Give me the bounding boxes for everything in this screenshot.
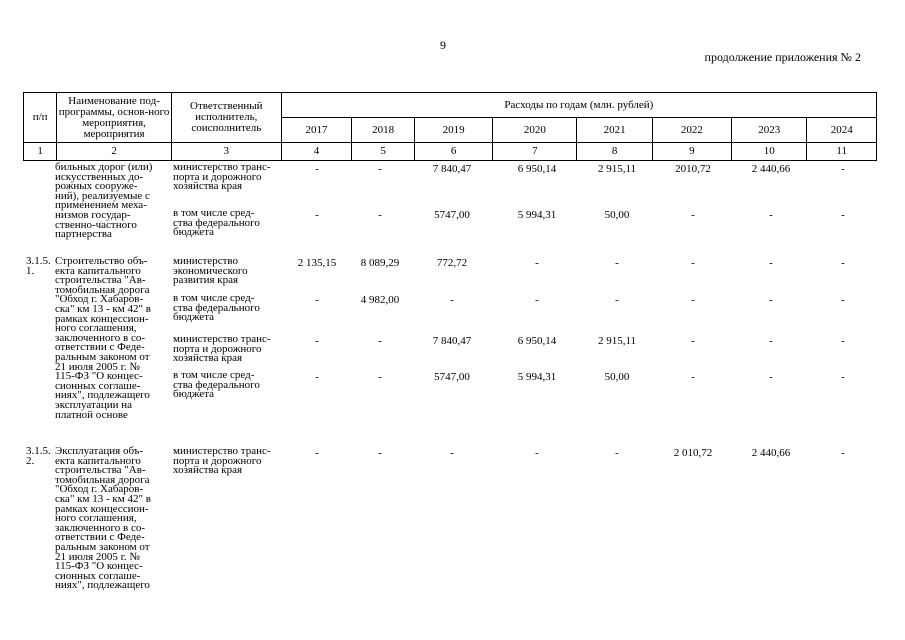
page-number: 9 bbox=[440, 38, 446, 52]
expense-value: 5747,00 bbox=[434, 371, 470, 383]
expense-value: - bbox=[841, 163, 845, 175]
expense-value: - bbox=[841, 209, 845, 221]
header-name: Наименование под-программы, основ-ного мероприятия, мероприятия bbox=[57, 93, 172, 143]
header-year: 2023 bbox=[732, 118, 807, 143]
expense-value: 4 982,00 bbox=[360, 294, 400, 306]
responsible-party: министерство экономического развития края bbox=[173, 255, 248, 287]
expense-value: 7 840,47 bbox=[432, 335, 472, 347]
expense-value: - bbox=[615, 257, 619, 269]
expense-value: 2 135,15 bbox=[297, 257, 337, 269]
expense-value: 2 915,11 bbox=[597, 163, 637, 175]
expense-value: - bbox=[691, 335, 695, 347]
expense-value: - bbox=[615, 447, 619, 459]
expense-value: 50,00 bbox=[604, 371, 630, 383]
table-header bbox=[23, 92, 877, 161]
expense-value: 5747,00 bbox=[434, 209, 470, 221]
header-col-number: 11 bbox=[807, 143, 877, 161]
header-year: 2022 bbox=[652, 118, 731, 143]
responsible-party: министерство транс- порта и дорожного хозяйства края bbox=[173, 445, 271, 477]
responsible-party: в том числе сред- ства федерального бюджета bbox=[173, 369, 260, 401]
expense-value: - bbox=[691, 294, 695, 306]
expense-value: - bbox=[769, 335, 773, 347]
header-col-number: 1 bbox=[24, 143, 57, 161]
expense-value: - bbox=[378, 371, 382, 383]
expense-value: 5 994,31 bbox=[517, 209, 557, 221]
expense-value: - bbox=[535, 447, 539, 459]
expense-value: - bbox=[315, 209, 319, 221]
responsible-party: в том числе сред- ства федерального бюджета bbox=[173, 207, 260, 239]
expense-value: 6 950,14 bbox=[517, 163, 557, 175]
expense-value: - bbox=[691, 209, 695, 221]
responsible-party: в том числе сред- ства федерального бюджета bbox=[173, 292, 260, 324]
header-col-number: 10 bbox=[732, 143, 807, 161]
expense-value: - bbox=[841, 371, 845, 383]
expense-value: 2 440,66 bbox=[751, 447, 791, 459]
header-col-number: 8 bbox=[577, 143, 652, 161]
header-col-number: 5 bbox=[352, 143, 415, 161]
header-col-number: 6 bbox=[415, 143, 493, 161]
expense-value: - bbox=[769, 371, 773, 383]
activity-name: бильных дорог (или) искусственных до- рожных сооруже- ний), реализуемые с применением меха- низмов государ- ственно-частного партнерства bbox=[55, 161, 153, 241]
expense-value: - bbox=[315, 447, 319, 459]
expense-value: - bbox=[315, 294, 319, 306]
expense-value: - bbox=[769, 294, 773, 306]
expense-value: 2 440,66 bbox=[751, 163, 791, 175]
activity-name: Строительство объ- екта капитального строительства "Ав- томобильная дорога "Обход г. Хабаров- ска" км 13 - км 42" в рамках концессион- ного соглашения, заключенного в со- ответствии с Феде- ральным законом от 21 июля 2005 г. № 115-ФЗ "О концес- сионных соглаше- ниях", подлежащего эксплуатации на платной основе bbox=[55, 255, 151, 421]
expense-value: 5 994,31 bbox=[517, 371, 557, 383]
header-year: 2024 bbox=[807, 118, 877, 143]
row-number: 3.1.5. 2. bbox=[26, 445, 51, 467]
header-year: 2021 bbox=[577, 118, 652, 143]
expense-value: - bbox=[315, 371, 319, 383]
expense-value: - bbox=[769, 257, 773, 269]
expense-value: - bbox=[378, 209, 382, 221]
expense-value: - bbox=[841, 294, 845, 306]
expense-value: - bbox=[378, 447, 382, 459]
header-year: 2017 bbox=[281, 118, 352, 143]
expense-value: - bbox=[450, 447, 454, 459]
expense-value: 2010,72 bbox=[675, 163, 711, 175]
expense-value: - bbox=[615, 294, 619, 306]
expense-value: - bbox=[841, 257, 845, 269]
expense-value: - bbox=[841, 335, 845, 347]
expense-value: - bbox=[315, 335, 319, 347]
expense-value: 7 840,47 bbox=[432, 163, 472, 175]
expense-value: - bbox=[378, 163, 382, 175]
responsible-party: министерство транс- порта и дорожного хозяйства края bbox=[173, 333, 271, 365]
row-number: 3.1.5. 1. bbox=[26, 255, 51, 277]
responsible-party: министерство транс- порта и дорожного хозяйства края bbox=[173, 161, 271, 193]
expense-value: - bbox=[691, 257, 695, 269]
expense-value: - bbox=[535, 257, 539, 269]
expense-value: - bbox=[450, 294, 454, 306]
header-expenses: Расходы по годам (млн. рублей) bbox=[281, 93, 876, 118]
expense-value: - bbox=[841, 447, 845, 459]
header-pp: п/п bbox=[24, 93, 57, 143]
header-col-number: 3 bbox=[171, 143, 281, 161]
expense-value: 772,72 bbox=[436, 257, 468, 269]
expense-value: - bbox=[691, 371, 695, 383]
header-year: 2018 bbox=[352, 118, 415, 143]
header-year: 2019 bbox=[415, 118, 493, 143]
header-col-number: 7 bbox=[493, 143, 577, 161]
expense-value: 2 010,72 bbox=[673, 447, 713, 459]
expense-value: 6 950,14 bbox=[517, 335, 557, 347]
header-col-number: 9 bbox=[652, 143, 731, 161]
expense-value: 8 089,29 bbox=[360, 257, 400, 269]
expense-value: - bbox=[315, 163, 319, 175]
activity-name: Эксплуатация объ- екта капитального строительства "Ав- томобильная дорога "Обход г. Хабаров- ска" км 13 - км 42" в рамках концессион- ного соглашения, заключенного в со- ответствии с Феде- ральным законом от 21 июля 2005 г. № 115-ФЗ "О концес- сионных соглаше- ниях", подлежащего bbox=[55, 445, 151, 592]
header-responsible: Ответственный исполнитель, соисполнитель bbox=[171, 93, 281, 143]
expense-value: 2 915,11 bbox=[597, 335, 637, 347]
header-col-number: 2 bbox=[57, 143, 172, 161]
header-year: 2020 bbox=[493, 118, 577, 143]
expense-value: 50,00 bbox=[604, 209, 630, 221]
expense-value: - bbox=[535, 294, 539, 306]
expense-value: - bbox=[378, 335, 382, 347]
expense-value: - bbox=[769, 209, 773, 221]
header-col-number: 4 bbox=[281, 143, 352, 161]
continuation-label: продолжение приложения № 2 bbox=[704, 50, 861, 64]
